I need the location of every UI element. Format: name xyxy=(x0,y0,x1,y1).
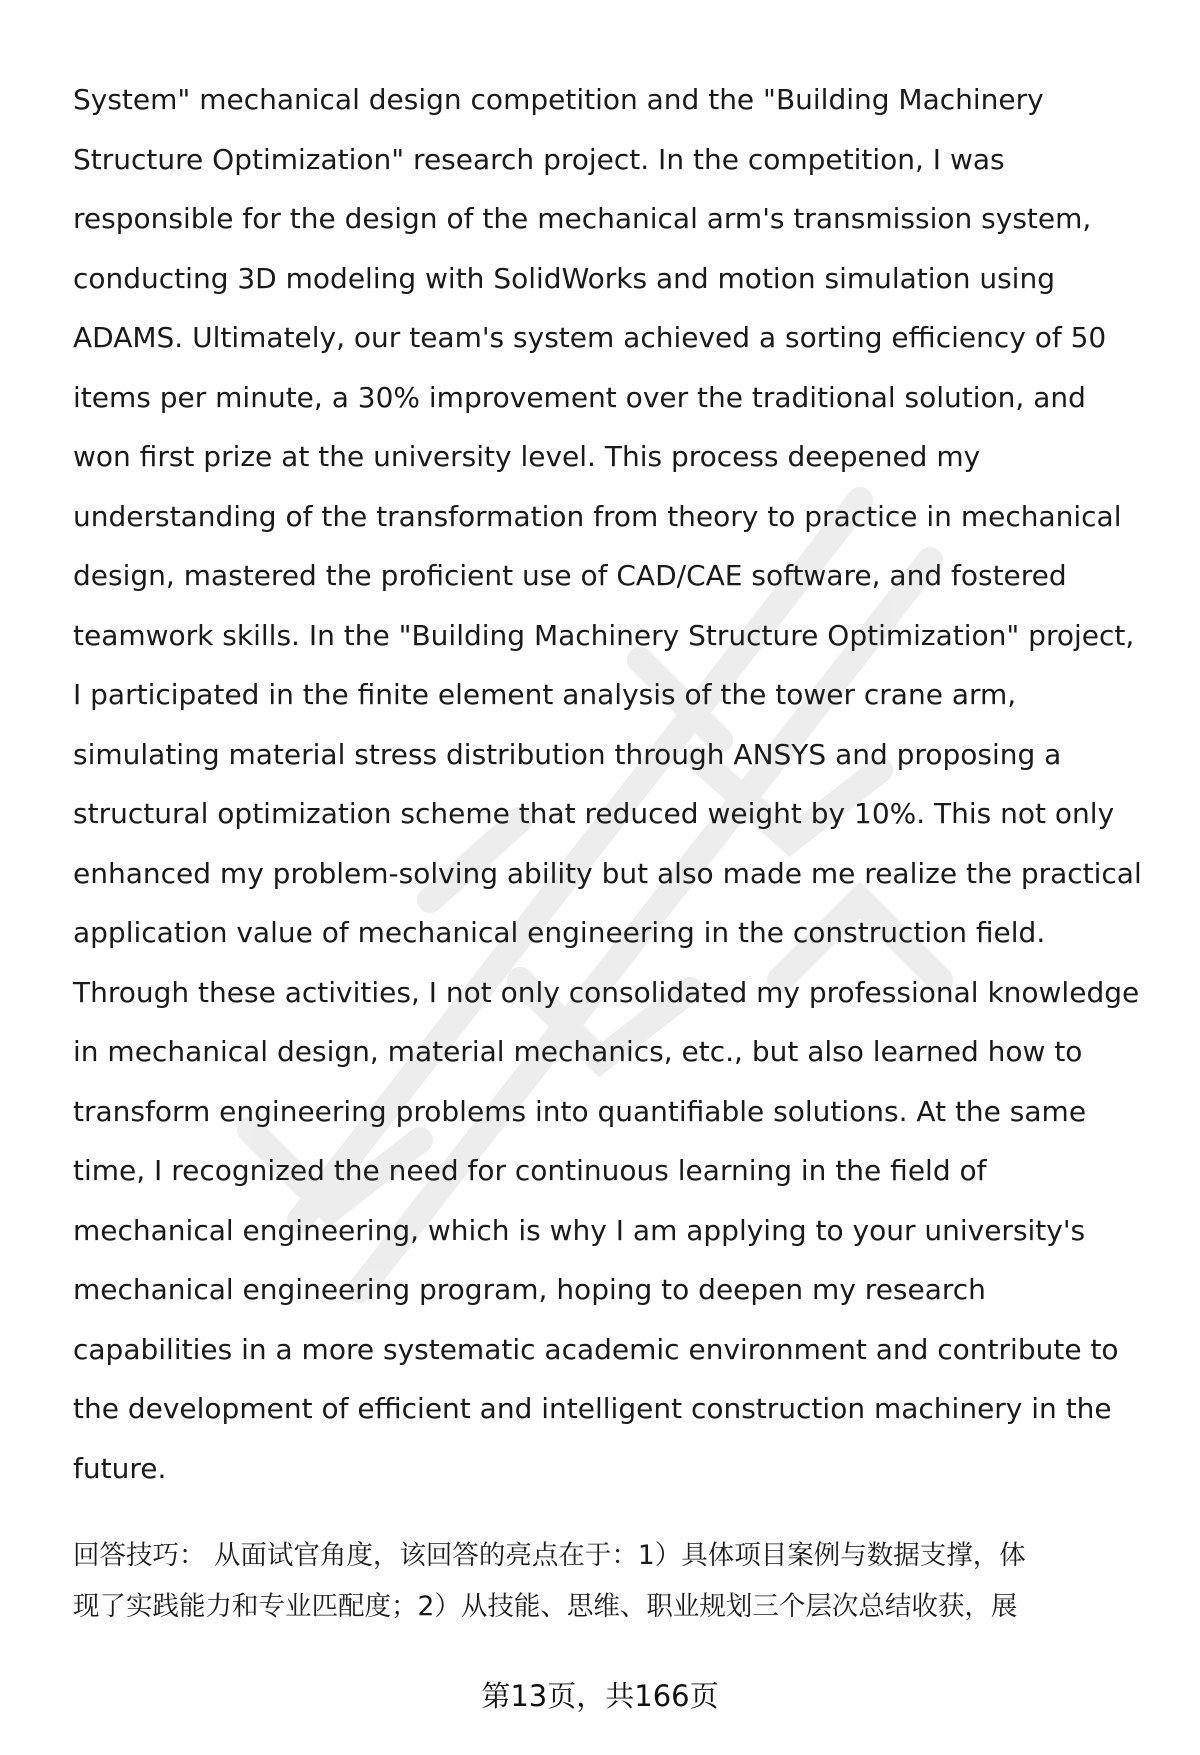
answer-line: teamwork skills. In the "Building Machinery Structure Optimization" project, xyxy=(73,618,1135,652)
answer-body xyxy=(73,70,1163,1498)
answer-line: simulating material stress distribution through ANSYS and proposing a xyxy=(73,737,1062,771)
answer-line: enhanced my problem-solving ability but also made me realize the practical xyxy=(73,856,1142,890)
answer-line: design, mastered the proficient use of CAD/CAE software, and fostered xyxy=(73,559,1067,592)
tips-line: 现了实践能力和专业匹配度；2）从技能、思维、职业规划三个层次总结收获，展 xyxy=(73,1591,1018,1622)
answer-line: future. xyxy=(73,1451,167,1485)
answer-line: time, I recognized the need for continuous learning in the field of xyxy=(73,1154,987,1187)
answer-line: Structure Optimization" research project. In the competition, I was xyxy=(73,142,1005,176)
answer-line: the development of efficient and intelligent construction machinery in the xyxy=(73,1392,1112,1425)
answer-line: in mechanical design, material mechanics, etc., but also learned how to xyxy=(73,1035,1083,1068)
answer-line: System" mechanical design competition and the "Building Machinery xyxy=(73,83,1044,116)
answer-line: mechanical engineering program, hoping to deepen my research xyxy=(73,1273,986,1306)
answer-line: mechanical engineering, which is why I am applying to your university's xyxy=(73,1213,1086,1247)
answer-line: application value of mechanical engineering in the construction field. xyxy=(73,916,1046,949)
answer-line: items per minute, a 30% improvement over the traditional solution, and xyxy=(73,380,1086,414)
answer-line: transform engineering problems into quantifiable solutions. At the same xyxy=(73,1094,1087,1128)
answer-line: I participated in the finite element analysis of the tower crane arm, xyxy=(73,678,1017,711)
page-number: 第13页，共166页 xyxy=(481,1679,719,1713)
answer-line: structural optimization scheme that reduced weight by 10%. This not only xyxy=(73,797,1115,830)
answer-line: conducting 3D modeling with SolidWorks and motion simulation using xyxy=(73,261,1055,295)
answer-line: capabilities in a more systematic academic environment and contribute to xyxy=(73,1332,1119,1366)
answer-line: ADAMS. Ultimately, our team's system achieved a sorting efficiency of 50 xyxy=(73,321,1107,354)
answer-line: Through these activities, I not only consolidated my professional knowledge xyxy=(73,975,1140,1009)
tips-line: 回答技巧： 从面试官角度，该回答的亮点在于：1）具体项目案例与数据支撑，体 xyxy=(73,1540,1026,1571)
answer-tips xyxy=(73,1530,1163,1632)
answer-line: understanding of the transformation from theory to practice in mechanical xyxy=(73,499,1122,533)
answer-line: responsible for the design of the mechanical arm's transmission system, xyxy=(73,202,1092,235)
answer-line: won first prize at the university level. This process deepened my xyxy=(73,440,981,473)
